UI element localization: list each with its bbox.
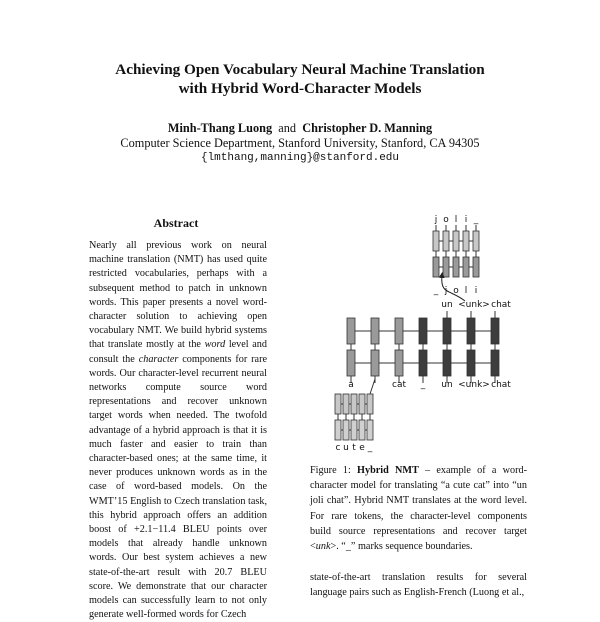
authors	[0, 121, 600, 136]
abstract-character-emph: character	[138, 353, 179, 365]
word-lower-cell	[443, 350, 451, 376]
bottom-char-cell-upper	[359, 394, 365, 414]
top-output-char: l	[454, 215, 458, 225]
abstract-text-3: components for rare words. Our character-level recurrent neural networks compute source word representations and recover unknown target words when needed. The twofold advantage of a hybrid approach is that it is much faster and easier to train than character-based ones; at the same time, it never produces unknown words as in the case of word-based models. On the WMT’15 English to Czech translation task, this hybrid approach offers an addition boost of +2.1−11.4 BLEU points over models that already handle unknown words. Our best system achieves a new state-of-the-art result with 20.7 BLEU score. We demonstrate that our character models can successfully learn to not only generate well-formed words for Czech	[89, 353, 267, 621]
top-input-char: i	[474, 286, 478, 296]
title-line-2: with Hybrid Word-Character Models	[178, 80, 422, 97]
right-column-text: state-of-the-art translation results for several language pairs such as English-French (Luong et al.,	[310, 572, 527, 598]
caption-text-2: >. “_” marks sequence boundaries.	[330, 541, 473, 553]
top-char-cell-lower	[473, 257, 479, 277]
top-char-cell-upper	[433, 231, 439, 251]
top-input-char: o	[453, 286, 459, 296]
abstract-text-2: level and consult the	[89, 339, 267, 365]
word-lower-cell	[347, 350, 355, 376]
abstract-text-1: Nearly all previous work on neural machine translation (NMT) has used quite restricted vocabularies, perhaps with a subsequent method to patch in unknown words. This paper presents a novel word-character solution to achieving open vocabulary NMT. We build hybrid systems that translate mostly at the	[89, 240, 267, 351]
hybrid-nmt-figure	[300, 205, 540, 455]
word-lower-cell	[419, 350, 427, 376]
paper-title	[0, 60, 600, 98]
top-char-cell-lower	[443, 257, 449, 277]
bottom-char: u	[343, 443, 349, 453]
word-upper-cell	[371, 318, 379, 344]
top-char-cell-upper	[463, 231, 469, 251]
top-output-char: i	[464, 215, 468, 225]
bottom-char-cell-lower	[343, 420, 349, 440]
author-separator: and	[278, 121, 297, 135]
word-upper-cell	[491, 318, 499, 344]
lower-word: a	[348, 380, 354, 390]
bottom-char: t	[352, 443, 356, 453]
word-upper-cell	[419, 318, 427, 344]
bottom-char-cell-lower	[367, 420, 373, 440]
bottom-char-cell-upper	[367, 394, 373, 414]
caption-unk: unk	[315, 541, 331, 553]
word-upper-cell	[395, 318, 403, 344]
author-1: Minh-Thang Luong	[167, 121, 273, 135]
top-char-cell-upper	[443, 231, 449, 251]
bottom-char-cell-upper	[343, 394, 349, 414]
top-char-cell-lower	[433, 257, 439, 277]
caption-bold: Hybrid NMT	[357, 465, 419, 476]
title-line-1: Achieving Open Vocabulary Neural Machine Translation	[115, 61, 485, 78]
caption-label: Figure 1:	[310, 465, 351, 476]
top-input-char: _	[433, 286, 439, 296]
upper-word: chat	[491, 300, 511, 310]
upper-word: un	[441, 300, 453, 310]
word-lower-cell	[491, 350, 499, 376]
top-input-char: j	[444, 286, 448, 296]
bottom-char: c	[335, 443, 341, 453]
top-char-cell-upper	[473, 231, 479, 251]
author-2: Christopher D. Manning	[302, 121, 433, 135]
top-char-cell-upper	[453, 231, 459, 251]
email: {lmthang,manning}@stanford.edu	[200, 152, 400, 164]
top-char-cell-lower	[453, 257, 459, 277]
bottom-char-cell-lower	[359, 420, 365, 440]
lower-word: <unk>	[458, 380, 490, 390]
affiliation: Computer Science Department, Stanford University, Stanford, CA 94305	[120, 136, 480, 150]
word-upper-cell	[347, 318, 355, 344]
lower-word: _	[420, 380, 426, 390]
bottom-char-cell-lower	[351, 420, 357, 440]
bottom-char-cell-lower	[335, 420, 341, 440]
top-output-char: _	[473, 215, 479, 225]
lower-word: un	[441, 380, 453, 390]
word-upper-cell	[467, 318, 475, 344]
lower-word: chat	[491, 380, 511, 390]
word-lower-cell	[467, 350, 475, 376]
top-char-cell-lower	[463, 257, 469, 277]
abstract-body	[89, 239, 267, 622]
caption-text-1: – example of a word-character model for translating “a cute cat” into “un joli chat”. Hybrid NMT translates at the word level. For rare tokens, the character-level components build source representations and recover target <	[310, 465, 527, 553]
top-output-char: o	[443, 215, 449, 225]
word-lower-cell	[395, 350, 403, 376]
bottom-to-word-arrow	[370, 379, 375, 394]
bottom-char: e	[359, 443, 365, 453]
top-input-char: l	[464, 286, 468, 296]
top-output-char: j	[434, 215, 438, 225]
word-upper-cell	[443, 318, 451, 344]
bottom-char-cell-upper	[351, 394, 357, 414]
upper-word: <unk>	[458, 300, 490, 310]
figure-caption	[310, 463, 527, 554]
abstract-word-emph: word	[204, 339, 226, 351]
lower-word: cat	[392, 380, 406, 390]
bottom-char: _	[367, 443, 373, 453]
bottom-char-cell-upper	[335, 394, 341, 414]
word-lower-cell	[371, 350, 379, 376]
abstract-heading: Abstract	[153, 216, 199, 230]
